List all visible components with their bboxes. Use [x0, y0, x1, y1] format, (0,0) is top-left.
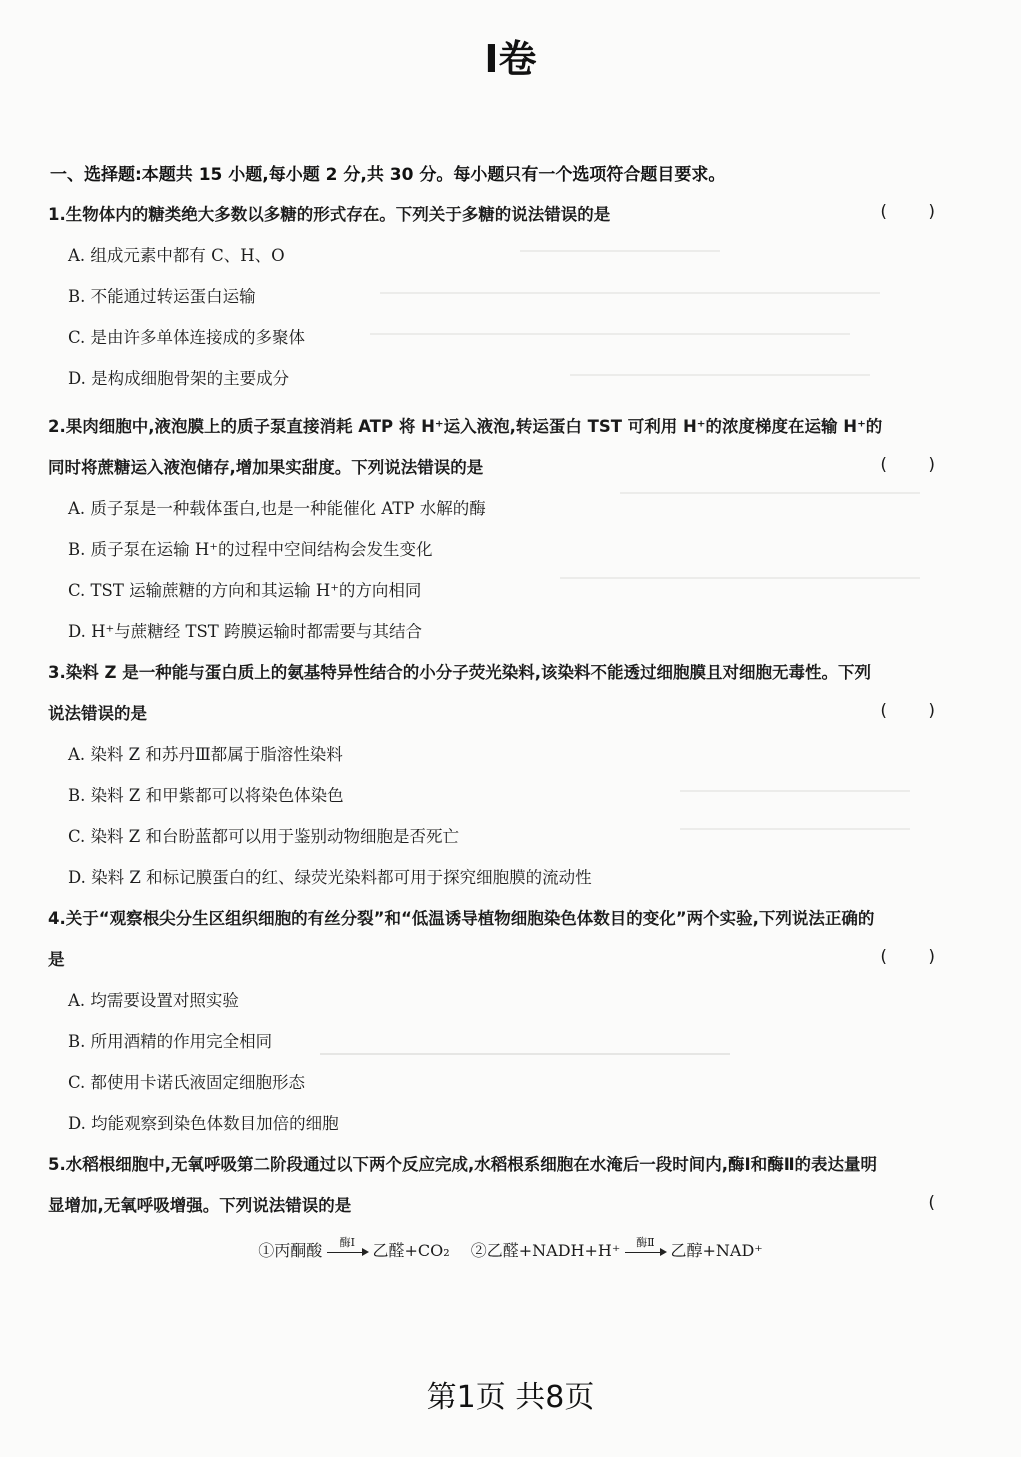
- option-b: B. 不能通过转运蛋白运输: [68, 287, 256, 306]
- answer-bracket: ( ): [880, 202, 953, 222]
- answer-bracket: ( ): [880, 947, 953, 967]
- reaction-arrow-icon: [625, 1236, 665, 1253]
- option-c: C. 是由许多单体连接成的多聚体: [68, 328, 306, 347]
- volume-title: I卷: [484, 37, 537, 81]
- option-b: B. 染料 Z 和甲紫都可以将染色体染色: [68, 786, 344, 805]
- question-stem: 1.生物体内的糖类绝大多数以多糖的形式存在。下列关于多糖的说法错误的是: [48, 205, 611, 224]
- question-stem: 5.水稻根细胞中,无氧呼吸第二阶段通过以下两个反应完成,水稻根系细胞在水淹后一段时间内,酶Ⅰ和酶Ⅱ的表达量明显增加,无氧呼吸增强。下列说法错误的是: [48, 1155, 878, 1215]
- option-a: A. 均需要设置对照实验: [68, 991, 239, 1010]
- enzyme-label: 酶Ⅰ: [339, 1236, 356, 1249]
- option-a: A. 组成元素中都有 C、H、O: [68, 246, 285, 265]
- reaction-arrow-icon: [327, 1236, 367, 1253]
- option-c: C. 都使用卡诺氏液固定细胞形态: [68, 1073, 306, 1092]
- question-stem: 2.果肉细胞中,液泡膜上的质子泵直接消耗 ATP 将 H⁺运入液泡,转运蛋白 TST 可利用 H⁺的浓度梯度在运输 H⁺的同时将蔗糖运入液泡储存,增加果实甜度。下列说法错误的是: [48, 417, 883, 477]
- section-heading: 一、选择题:本题共 15 小题,每小题 2 分,共 30 分。每小题只有一个选项符合题目要求。: [50, 165, 726, 185]
- question-stem: 4.关于“观察根尖分生区组织细胞的有丝分裂”和“低温诱导植物细胞染色体数目的变化”两个实验,下列说法正确的是: [48, 909, 875, 969]
- question-3: [48, 652, 953, 898]
- question-5: [48, 1144, 953, 1226]
- option-d: D. H⁺与蔗糖经 TST 跨膜运输时都需要与其结合: [68, 622, 423, 641]
- answer-bracket: ( ): [880, 701, 953, 721]
- question-stem: 3.染料 Z 是一种能与蛋白质上的氨基特异性结合的小分子荧光染料,该染料不能透过细胞膜且对细胞无毒性。下列说法错误的是: [48, 663, 871, 723]
- question-4: [48, 898, 953, 1144]
- option-d: D. 是构成细胞骨架的主要成分: [68, 369, 290, 388]
- option-d: D. 染料 Z 和标记膜蛋白的红、绿荧光染料都可用于探究细胞膜的流动性: [68, 868, 592, 887]
- option-b: B. 所用酒精的作用完全相同: [68, 1032, 273, 1051]
- question-2: [48, 406, 953, 652]
- answer-bracket: (: [928, 1193, 953, 1213]
- reaction-equations: [0, 1238, 1021, 1261]
- option-c: C. TST 运输蔗糖的方向和其运输 H⁺的方向相同: [68, 581, 422, 600]
- option-b: B. 质子泵在运输 H⁺的过程中空间结构会发生变化: [68, 540, 433, 559]
- enzyme-label: 酶Ⅱ: [636, 1236, 655, 1249]
- option-c: C. 染料 Z 和台盼蓝都可以用于鉴别动物细胞是否死亡: [68, 827, 459, 846]
- option-d: D. 均能观察到染色体数目加倍的细胞: [68, 1114, 339, 1133]
- option-a: A. 质子泵是一种载体蛋白,也是一种能催化 ATP 水解的酶: [68, 499, 486, 518]
- reaction-1: ①丙酮酸 酶Ⅰ 乙醛+CO₂: [258, 1236, 450, 1260]
- option-a: A. 染料 Z 和苏丹Ⅲ都属于脂溶性染料: [68, 745, 343, 764]
- page-number: 第1页 共8页: [426, 1380, 595, 1415]
- answer-bracket: ( ): [880, 455, 953, 475]
- question-1: [48, 194, 953, 399]
- reaction-2: ②乙醛+NADH+H⁺ 酶Ⅱ 乙醇+NAD⁺: [470, 1236, 763, 1260]
